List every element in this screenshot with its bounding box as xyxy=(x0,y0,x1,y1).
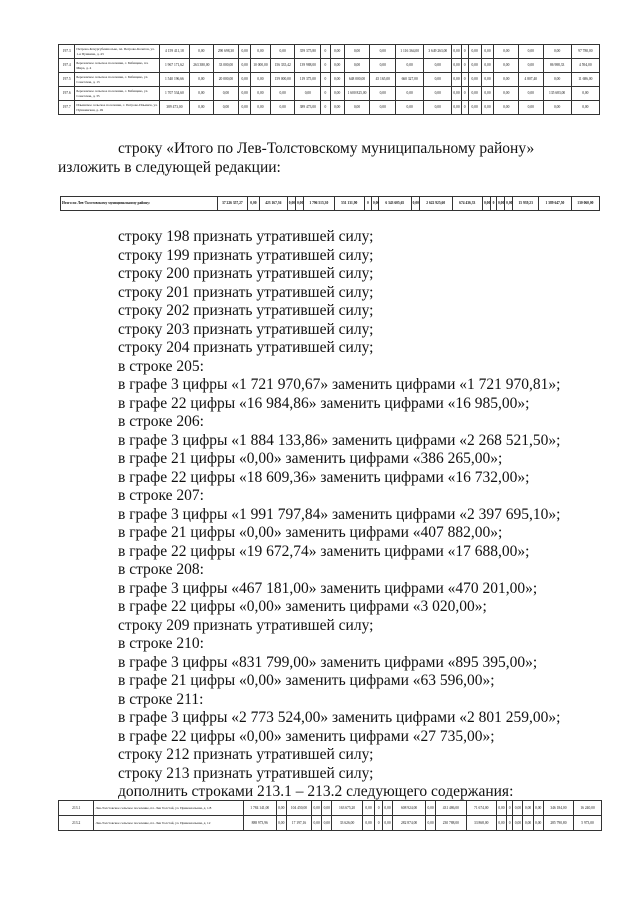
table-cell: 0,00 xyxy=(370,101,396,115)
table-cell: 0 xyxy=(461,45,468,59)
table-cell: 0,00 xyxy=(481,59,494,73)
table-cell: 33 868,00 xyxy=(466,816,496,831)
table-cell: 648 000,00 xyxy=(344,73,370,87)
table-cell: 0,00 xyxy=(496,801,506,816)
table-cell: 1 540 196,66 xyxy=(159,73,189,87)
table-row xyxy=(59,87,600,101)
amendment-line: в строке 210: xyxy=(118,635,204,652)
amendment-line: в графе 21 цифры «0,00» заменить цифрами «386 265,00»; xyxy=(118,450,503,467)
table-cell: 71 674,00 xyxy=(466,801,496,816)
table-cell: 45 165,00 xyxy=(370,73,396,87)
table-cell: 119 375,00 xyxy=(295,73,321,87)
table-cell: 0,00 xyxy=(452,101,461,115)
table-cell: 0,00 xyxy=(481,73,494,87)
table-cell: 0,00 xyxy=(426,801,436,816)
table-cell: 0 xyxy=(375,816,383,831)
row-address: Березовское сельское поселение, с. Бабищево, ул. Советская, д. 35 xyxy=(75,87,159,101)
table-cell: 0,00 xyxy=(330,87,344,101)
table-cell: 0,00 xyxy=(190,87,213,101)
amendment-line: строку 209 признать утратившей силу; xyxy=(118,616,374,634)
table-cell: 431 486,00 xyxy=(436,801,466,816)
table-cell: 0,00 xyxy=(295,87,321,101)
table-cell: 0,00 xyxy=(424,73,452,87)
table-cell: 156 335,42 xyxy=(270,59,295,73)
table-cell: 346 184,00 xyxy=(543,801,573,816)
table-cell: 0 xyxy=(321,73,330,87)
total-cell: 0 xyxy=(364,197,371,211)
table-cell: 0,00 xyxy=(270,87,295,101)
table-cell: 0,00 xyxy=(396,87,424,101)
amendment-line: в графе 3 цифры «1 884 133,86» заменить цифрами «2 268 521,50»; xyxy=(118,431,561,449)
table-cell: 0,00 xyxy=(571,87,599,101)
table-cell: 163 675,20 xyxy=(332,801,362,816)
table-cell: 0,00 xyxy=(519,45,544,59)
table-cell: 0,00 xyxy=(190,101,213,115)
total-cell: 0,00 xyxy=(411,197,419,211)
amendment-line: в графе 22 цифры «18 609,36» заменить цифрами «16 732,00»; xyxy=(118,468,530,486)
total-cell: 0,00 xyxy=(248,197,260,211)
table-cell: 11 686,00 xyxy=(571,73,599,87)
table-cell: 0,00 xyxy=(519,87,544,101)
table-cell: 0,00 xyxy=(239,59,251,73)
row-address: Петрово-Кочургубеншоське, пл. Петрово-Кочетов, ул. 1-я Пушкина, д. 43 xyxy=(75,45,159,59)
table-cell: 0,00 xyxy=(494,45,519,59)
table-cell: 10 000,00 xyxy=(250,59,270,73)
total-cell: 0,00 xyxy=(287,197,295,211)
table-cell: 0,00 xyxy=(250,45,270,59)
table-cell: 0,00 xyxy=(513,801,523,816)
table-cell: 0,00 xyxy=(424,101,452,115)
total-cell: 37 226 357,27 xyxy=(217,197,247,211)
table-cell: 0,00 xyxy=(468,101,481,115)
table-cell: 0,00 xyxy=(513,816,523,831)
table-cell: 0,00 xyxy=(250,87,270,101)
top-budget-table xyxy=(58,44,600,115)
table-cell: 86 988,33 xyxy=(543,59,571,73)
table-cell: 17 197,16 xyxy=(286,816,311,831)
table-cell: 0,00 xyxy=(270,101,295,115)
table-row xyxy=(59,816,602,831)
table-cell: 0,00 xyxy=(370,87,396,101)
total-cell: 1 389 647,50 xyxy=(539,197,572,211)
bottom-budget-table xyxy=(58,800,602,831)
row-number: 213.2 xyxy=(59,816,94,831)
amendment-line: в графе 3 цифры «467 181,00» заменить цифрами «470 201,00»; xyxy=(118,579,538,597)
table-cell: 0,00 xyxy=(370,45,396,59)
total-row-table xyxy=(60,196,600,211)
table-cell: 0,00 xyxy=(239,73,251,87)
table-cell: 0,00 xyxy=(494,59,519,73)
table-cell: 263 380,00 xyxy=(190,59,213,73)
table-cell: 0,00 xyxy=(330,45,344,59)
table-cell: 0,00 xyxy=(213,101,239,115)
amendment-line: в графе 3 цифры «1 991 797,84» заменить цифрами «2 397 695,10»; xyxy=(118,505,561,523)
table-cell: 0,00 xyxy=(571,101,599,115)
amendment-line: в графе 3 цифры «831 799,00» заменить цифрами «895 395,00»; xyxy=(118,653,538,671)
table-cell: 389 473,00 xyxy=(295,101,321,115)
table-cell: 0,00 xyxy=(468,59,481,73)
amendment-line: в графе 21 цифры «0,00» заменить цифрами «63 596,00»; xyxy=(118,672,495,689)
row-number: 197.3 xyxy=(59,45,75,59)
table-cell: 0,00 xyxy=(396,101,424,115)
table-cell: 0,00 xyxy=(426,816,436,831)
table-cell: 0,00 xyxy=(322,816,332,831)
table-cell: 16 240,00 xyxy=(574,801,602,816)
amendment-line: в графе 21 цифры «0,00» заменить цифрами «407 882,00»; xyxy=(118,524,503,541)
total-cell: 0,00 xyxy=(505,197,513,211)
table-cell: 0,00 xyxy=(519,59,544,73)
table-cell: 5 973,00 xyxy=(574,816,602,831)
table-cell: 0,00 xyxy=(468,73,481,87)
table-cell: 0 xyxy=(375,801,383,816)
table-cell: 0 xyxy=(461,101,468,115)
table-cell: 0,00 xyxy=(481,87,494,101)
table-cell: 1 967 171,62 xyxy=(159,59,189,73)
table-cell: 0,00 xyxy=(370,59,396,73)
table-cell: 139 988,00 xyxy=(295,59,321,73)
table-row xyxy=(59,59,600,73)
table-cell: 0,00 xyxy=(330,59,344,73)
table-cell: 0,00 xyxy=(362,801,375,816)
amendment-line: в графе 3 цифры «1 721 970,67» заменить цифрами «1 721 970,81»; xyxy=(118,376,561,393)
amendment-line: строку 198 признать утратившей силу; xyxy=(118,228,374,245)
table-cell: 0,00 xyxy=(519,101,544,115)
table-cell: 0,00 xyxy=(383,801,393,816)
total-cell: 0,00 xyxy=(371,197,378,211)
total-cell: 0,00 xyxy=(482,197,490,211)
table-cell: 0,00 xyxy=(190,45,213,59)
table-cell: 33 000,00 xyxy=(213,59,239,73)
table-cell: 0 xyxy=(507,801,513,816)
table-cell: 0 xyxy=(321,45,330,59)
table-cell: 0,00 xyxy=(250,73,270,87)
table-cell: 0,00 xyxy=(468,87,481,101)
total-cell: 6 343 605,65 xyxy=(378,197,411,211)
table-cell: 0,00 xyxy=(424,87,452,101)
table-row xyxy=(59,101,600,115)
amendment-line: в графе 22 цифры «0,00» заменить цифрами «3 020,00»; xyxy=(118,598,487,615)
table-cell: 3 649 263,00 xyxy=(424,45,452,59)
table-cell: 230 788,00 xyxy=(436,816,466,831)
table-cell: 0,00 xyxy=(543,101,571,115)
amendment-line: в графе 22 цифры «19 672,74» заменить цифрами «17 688,00»; xyxy=(118,542,530,560)
total-cell: 0,00 xyxy=(496,197,504,211)
amendment-line: в строке 211: xyxy=(118,690,204,708)
table-cell: 660 327,00 xyxy=(396,73,424,87)
table-cell: 1 116 364,00 xyxy=(396,45,424,59)
amendment-line: строку 204 признать утратившей силу; xyxy=(118,339,374,356)
total-cell: 130 060,00 xyxy=(571,197,599,211)
amendment-line: строку 200 признать утратившей силу; xyxy=(118,265,374,282)
table-cell: 0,00 xyxy=(452,87,461,101)
table-cell: 0,00 xyxy=(396,59,424,73)
amendment-line: строку 212 признать утратившей силу; xyxy=(118,746,374,763)
table-cell: 0 xyxy=(507,816,513,831)
total-cell: 1 796 515,30 xyxy=(304,197,334,211)
table-cell: 0,00 xyxy=(494,73,519,87)
table-cell: 285 790,80 xyxy=(543,816,573,831)
row-number: 197.4 xyxy=(59,59,75,73)
table-cell: 359 375,80 xyxy=(295,45,321,59)
table-cell: 0,00 xyxy=(481,101,494,115)
total-cell: 674 436,33 xyxy=(452,197,482,211)
table-cell: 0,00 xyxy=(533,801,543,816)
table-cell: 0 xyxy=(461,73,468,87)
table-cell: 0,00 xyxy=(276,816,286,831)
table-cell: 4 807,40 xyxy=(519,73,544,87)
total-cell: 15 939,23 xyxy=(513,197,539,211)
table-cell: 0,00 xyxy=(481,45,494,59)
table-cell: 0,00 xyxy=(239,101,251,115)
table-cell: 0,00 xyxy=(468,45,481,59)
row-number: 213.1 xyxy=(59,801,94,816)
table-cell: 0,00 xyxy=(312,801,322,816)
amendment-line: строку 213 признать утратившей силу; xyxy=(118,764,374,782)
table-row xyxy=(59,73,600,87)
table-cell: 389 473,00 xyxy=(159,101,189,115)
table-cell: 0,00 xyxy=(543,45,571,59)
table-cell: 33 626,00 xyxy=(332,816,362,831)
amendment-line: в строке 205: xyxy=(118,357,204,375)
table-cell: 0,00 xyxy=(270,45,295,59)
table-cell: 0,00 xyxy=(239,87,251,101)
table-cell: 0,00 xyxy=(190,73,213,87)
table-cell: 0,00 xyxy=(344,59,370,73)
row-address: Березовское сельское поселение, с. Бабищево, ул. Советская, д. 13 xyxy=(75,73,159,87)
table-cell: 0,00 xyxy=(543,73,571,87)
amendment-line: в графе 22 цифры «0,00» заменить цифрами «27 735,00»; xyxy=(118,727,495,745)
row-number: 197.7 xyxy=(59,101,75,115)
amendment-line: в графе 22 цифры «16 984,86» заменить цифрами «16 985,00»; xyxy=(118,394,530,412)
table-cell: 290 698,30 xyxy=(213,45,239,59)
table-cell: 0 xyxy=(321,87,330,101)
row-address: Лев-Толстовское сельское поселение, пл. Лев Толстой, ул. Привокзальная, д. 1/8 xyxy=(94,801,243,816)
table-cell: 0,00 xyxy=(250,101,270,115)
row-address: Ильинское сельское поселение, с. Петрово-Ильинск, ул. Пушкинская, д. 49 xyxy=(75,101,159,115)
intro-text: строку «Итого по Лев-Толстовскому муниципальному району» изложить в следующей редакции: xyxy=(58,140,535,176)
table-cell: 608 924,00 xyxy=(393,801,426,816)
table-cell: 0,00 xyxy=(533,816,543,831)
table-cell: 4 159 411,18 xyxy=(159,45,189,59)
table-row xyxy=(59,801,602,816)
amendment-line: строку 202 признать утратившей силу; xyxy=(118,302,374,319)
table-cell: 135 683,00 xyxy=(543,87,571,101)
table-cell: 1 784 141,00 xyxy=(243,801,276,816)
table-cell: 0,00 xyxy=(383,816,393,831)
table-cell: 0 xyxy=(461,87,468,101)
row-address: Березовское сельское поселение, с. Бабищево, пл. Мира, д. 4 xyxy=(75,59,159,73)
amendment-line: строку 203 признать утратившей силу; xyxy=(118,320,374,338)
table-cell: 20 000,00 xyxy=(213,73,239,87)
table-cell: 1 600 825,00 xyxy=(344,87,370,101)
table-cell: 0 xyxy=(461,59,468,73)
table-cell: 0,00 xyxy=(344,101,370,115)
row-address: Лев-Толстовское сельское поселение, пл. Лев Толстой, ул. Привокзальная, д. 12 xyxy=(94,816,243,831)
table-row xyxy=(59,45,600,59)
amendment-line: строку 201 признать утратившей силу; xyxy=(118,283,374,301)
row-number: 197.6 xyxy=(59,87,75,101)
amendment-line: в строке 206: xyxy=(118,413,204,430)
table-cell: 0,00 xyxy=(362,816,375,831)
amendment-line: в графе 3 цифры «2 773 524,00» заменить цифрами «2 801 259,00»; xyxy=(118,709,561,726)
amendment-line: в строке 207: xyxy=(118,487,204,504)
table-cell: 104 450,00 xyxy=(286,801,311,816)
table-cell: 159 000,00 xyxy=(270,73,295,87)
total-label: Итого по Лев-Толстовскому муниципальному району: xyxy=(61,197,218,211)
table-cell: 4 594,00 xyxy=(571,59,599,73)
table-cell: 888 973,96 xyxy=(243,816,276,831)
table-cell: 0,00 xyxy=(312,816,322,831)
table-cell: 0,00 xyxy=(452,73,461,87)
total-cell: 2 622 925,60 xyxy=(419,197,452,211)
total-cell: 551 131,90 xyxy=(334,197,364,211)
table-cell: 0 xyxy=(321,59,330,73)
amendment-line: дополнить строками 213.1 – 213.2 следующего содержания: xyxy=(118,783,514,800)
table-cell: 0,00 xyxy=(344,45,370,59)
table-cell: 0,00 xyxy=(452,45,461,59)
table-cell: 0,00 xyxy=(322,801,332,816)
table-cell: 0,00 xyxy=(523,801,533,816)
row-number: 197.5 xyxy=(59,73,75,87)
intro-paragraph xyxy=(58,140,598,177)
table-cell: 0,00 xyxy=(494,101,519,115)
table-cell: 97 780,00 xyxy=(571,45,599,59)
table-cell: 0,00 xyxy=(330,101,344,115)
table-cell: 1 707 534,60 xyxy=(159,87,189,101)
amendment-line: строку 199 признать утратившей силу; xyxy=(118,246,374,264)
total-cell: 0,00 xyxy=(295,197,303,211)
table-cell: 0 xyxy=(321,101,330,115)
table-cell: 0,00 xyxy=(276,801,286,816)
table-cell: 0,00 xyxy=(239,45,251,59)
amendment-line: в строке 208: xyxy=(118,561,204,578)
table-cell: 0,00 xyxy=(213,87,239,101)
table-cell: 0,00 xyxy=(424,59,452,73)
table-cell: 282 874,00 xyxy=(393,816,426,831)
total-row xyxy=(61,197,600,211)
table-cell: 0,00 xyxy=(523,816,533,831)
table-cell: 0,00 xyxy=(496,816,506,831)
total-cell: 0 xyxy=(491,197,497,211)
table-cell: 0,00 xyxy=(330,73,344,87)
amendment-list xyxy=(118,228,608,802)
total-cell: 423 167,36 xyxy=(259,197,287,211)
table-cell: 0,00 xyxy=(494,87,519,101)
table-cell: 0,00 xyxy=(452,59,461,73)
